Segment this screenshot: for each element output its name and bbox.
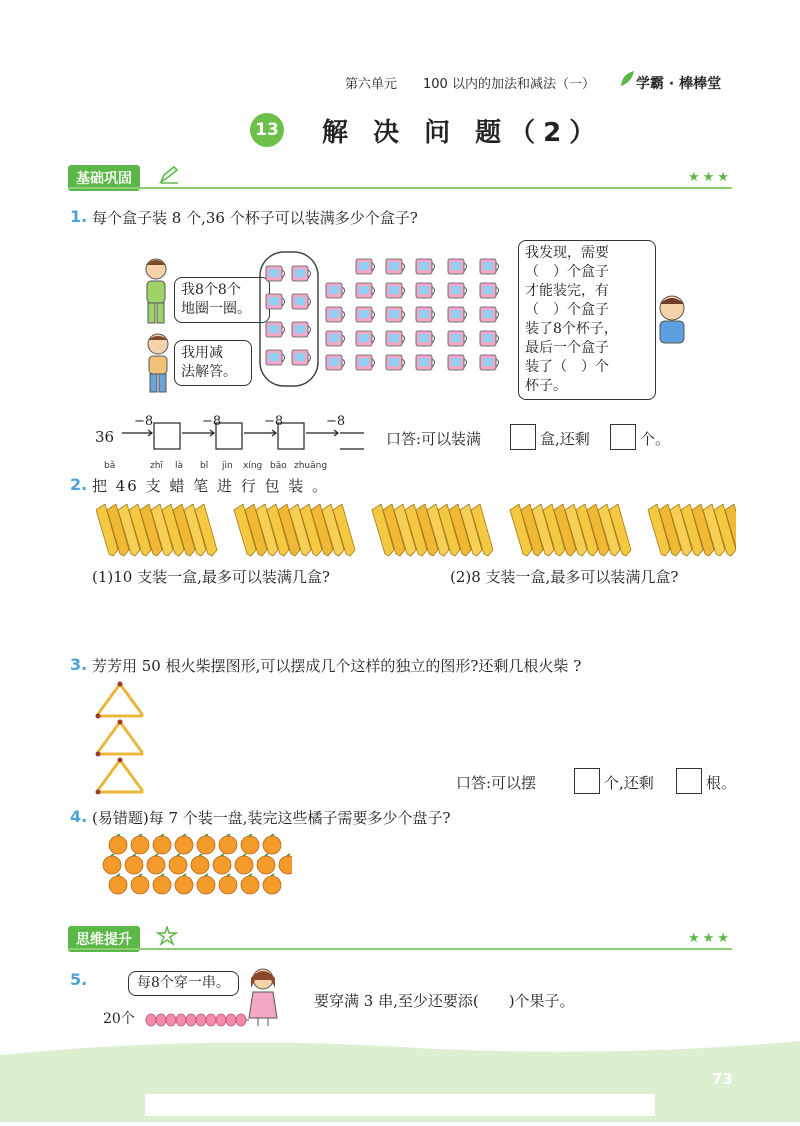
oranges-group bbox=[102, 834, 292, 902]
orange-icon bbox=[197, 834, 215, 854]
q3-text: 芳芳用 50 根火柴摆图形,可以摆成几个这样的独立的图形?还剩几根火柴 ? bbox=[92, 657, 582, 675]
cup-icon bbox=[266, 322, 285, 337]
section-tag-basic: 基础巩固 bbox=[68, 165, 140, 191]
cup-icon bbox=[480, 259, 499, 274]
orange-icon bbox=[219, 874, 237, 894]
q1-answer-box-2[interactable] bbox=[610, 424, 636, 450]
q2-sub1: (1)10 支装一盒,最多可以装满几盒? bbox=[92, 568, 330, 586]
svg-text:−8: −8 bbox=[202, 414, 222, 429]
orange-icon bbox=[103, 854, 121, 874]
q2-pinyin-1: bǎ bbox=[104, 461, 116, 471]
orange-icon bbox=[169, 854, 187, 874]
cup-icon bbox=[448, 331, 467, 346]
subtraction-chain bbox=[118, 413, 378, 459]
q1-bubble-c: 我发现，需要 （ ）个盒子 才能装完，有 （ ）个盒子 装了8个杯子， 最后一个盒子 装了（ ）个 杯子。 bbox=[518, 240, 656, 400]
fruit-bead bbox=[186, 1014, 196, 1026]
q2-sub2: (2)8 支装一盒,最多可以装满几盒? bbox=[450, 568, 679, 586]
q1-bubble-a: 我8个8个 地圈一圈。 bbox=[174, 277, 270, 323]
q3-answer-suffix: 根。 bbox=[706, 774, 737, 792]
q2-number: 2. bbox=[70, 475, 88, 494]
fruit-bead bbox=[196, 1014, 206, 1026]
q2-pinyin-5: jìn bbox=[222, 461, 233, 471]
lesson-number: 13 bbox=[250, 113, 284, 147]
orange-icon bbox=[109, 834, 127, 854]
cup-icon bbox=[356, 307, 375, 322]
q1-text: 每个盒子装 8 个,36 个杯子可以装满多少个盒子? bbox=[92, 209, 418, 227]
cup-icon bbox=[356, 331, 375, 346]
cup-icon bbox=[480, 283, 499, 298]
cup-icon bbox=[292, 350, 311, 365]
cup-icon bbox=[386, 355, 405, 370]
cup-icon bbox=[416, 355, 435, 370]
cup-icon bbox=[356, 283, 375, 298]
section-divider-2 bbox=[68, 948, 732, 950]
cup-icon bbox=[292, 322, 311, 337]
q1-answer-box-1[interactable] bbox=[510, 424, 536, 450]
cups-grouped bbox=[262, 262, 318, 382]
fruit-bead bbox=[226, 1014, 236, 1026]
crayon-bundles bbox=[96, 504, 736, 562]
cup-icon bbox=[448, 259, 467, 274]
q2-pinyin-7: bāo bbox=[270, 461, 287, 471]
fruit-bead bbox=[156, 1014, 166, 1026]
cup-icon bbox=[326, 355, 345, 370]
orange-icon bbox=[125, 854, 143, 874]
cup-icon bbox=[416, 331, 435, 346]
cup-icon bbox=[266, 294, 285, 309]
unit-label: 第六单元 bbox=[345, 77, 398, 92]
orange-icon bbox=[197, 874, 215, 894]
q3-answer-box-1[interactable] bbox=[574, 768, 600, 794]
cup-icon bbox=[416, 259, 435, 274]
orange-icon bbox=[131, 834, 149, 854]
cup-icon bbox=[356, 259, 375, 274]
cup-icon bbox=[448, 355, 467, 370]
orange-icon bbox=[219, 834, 237, 854]
q2-pinyin-2: zhī bbox=[150, 461, 163, 471]
q5-number: 5. bbox=[70, 970, 88, 989]
fruit-bead bbox=[146, 1014, 156, 1026]
q4-number: 4. bbox=[70, 807, 88, 826]
orange-icon bbox=[175, 874, 193, 894]
star-burst-icon bbox=[156, 926, 178, 950]
cup-icon bbox=[292, 266, 311, 281]
orange-icon bbox=[241, 834, 259, 854]
q2-pinyin-4: bǐ bbox=[200, 461, 209, 471]
cup-icon bbox=[448, 283, 467, 298]
fruit-bead bbox=[166, 1014, 176, 1026]
q4-text: (易错题)每 7 个装一盘,装完这些橘子需要多少个盘子? bbox=[92, 809, 451, 827]
footer-strip bbox=[145, 1094, 655, 1116]
q1-answer-mid: 盒,还剩 bbox=[540, 430, 590, 448]
q2-text: 把 46 支 蜡 笔 进 行 包 装 。 bbox=[92, 477, 330, 495]
fruit-bead bbox=[206, 1014, 216, 1026]
cup-icon bbox=[480, 307, 499, 322]
cup-icon bbox=[266, 266, 285, 281]
orange-icon bbox=[147, 854, 165, 874]
cup-icon bbox=[448, 307, 467, 322]
difficulty-stars: ★★★ bbox=[688, 170, 732, 185]
svg-text:−8: −8 bbox=[326, 414, 346, 429]
cup-icon bbox=[266, 350, 285, 365]
fruit-bead bbox=[216, 1014, 226, 1026]
cup-icon bbox=[326, 331, 345, 346]
orange-icon bbox=[153, 834, 171, 854]
cup-icon bbox=[480, 355, 499, 370]
cup-icon bbox=[356, 355, 375, 370]
orange-icon bbox=[109, 874, 127, 894]
pencil-icon bbox=[158, 165, 180, 189]
orange-icon bbox=[263, 874, 281, 894]
topic-label: 100 以内的加法和减法（一） bbox=[423, 77, 595, 92]
cup-icon bbox=[386, 307, 405, 322]
brand-logo bbox=[618, 68, 636, 92]
q1-bubble-b: 我用减 法解答。 bbox=[174, 340, 252, 386]
fruit-bead bbox=[176, 1014, 186, 1026]
cups-remaining bbox=[320, 255, 510, 389]
orange-icon bbox=[241, 874, 259, 894]
q5-text: 要穿满 3 串,至少还要添( )个果子。 bbox=[314, 992, 575, 1010]
boy-figure-1 bbox=[138, 255, 174, 331]
lesson-title: 解 决 问 题（2） bbox=[322, 118, 604, 148]
cup-icon bbox=[386, 283, 405, 298]
cup-icon bbox=[416, 283, 435, 298]
q3-number: 3. bbox=[70, 655, 88, 674]
q5-bubble: 每8个穿一串。 bbox=[128, 971, 239, 996]
q1-answer-prefix: 口答:可以装满 bbox=[386, 430, 482, 448]
fruit-bead bbox=[236, 1014, 246, 1026]
orange-icon bbox=[153, 874, 171, 894]
leaf-icon bbox=[618, 68, 636, 88]
q5-count: 20个 bbox=[103, 1011, 135, 1027]
orange-icon bbox=[235, 854, 253, 874]
q2-pinyin-6: xíng bbox=[243, 461, 263, 471]
boy-figure-3 bbox=[650, 290, 692, 350]
svg-text:−8: −8 bbox=[264, 414, 284, 429]
q3-answer-box-2[interactable] bbox=[676, 768, 702, 794]
difficulty-stars-2: ★★★ bbox=[688, 931, 732, 946]
page-number: 73 bbox=[712, 1070, 733, 1088]
orange-icon bbox=[213, 854, 231, 874]
q2-pinyin-3: là bbox=[175, 461, 184, 471]
q2-pinyin-8: zhuāng bbox=[294, 461, 328, 471]
cup-icon bbox=[416, 307, 435, 322]
cup-icon bbox=[386, 331, 405, 346]
matchstick-triangles bbox=[92, 680, 152, 800]
chain-start: 36 bbox=[95, 428, 115, 446]
boy-figure-2 bbox=[140, 330, 176, 398]
orange-icon bbox=[257, 854, 275, 874]
q3-answer-prefix: 口答:可以摆 bbox=[456, 774, 537, 792]
cup-icon bbox=[386, 259, 405, 274]
q3-answer-mid: 个,还剩 bbox=[604, 774, 654, 792]
cup-icon bbox=[480, 331, 499, 346]
cup-icon bbox=[326, 307, 345, 322]
cup-icon bbox=[326, 283, 345, 298]
orange-icon bbox=[175, 834, 193, 854]
svg-text:−8: −8 bbox=[134, 414, 154, 429]
orange-icon bbox=[191, 854, 209, 874]
orange-icon bbox=[279, 854, 292, 874]
fruit-beads bbox=[145, 1010, 251, 1034]
section-divider bbox=[68, 187, 732, 189]
orange-icon bbox=[131, 874, 149, 894]
q1-number: 1. bbox=[70, 207, 88, 226]
q1-answer-suffix: 个。 bbox=[640, 430, 671, 448]
brand-name: 学霸 · 棒棒堂 bbox=[636, 76, 722, 92]
orange-icon bbox=[263, 834, 281, 854]
cup-icon bbox=[292, 294, 311, 309]
section-tag-advanced: 思维提升 bbox=[68, 926, 140, 952]
